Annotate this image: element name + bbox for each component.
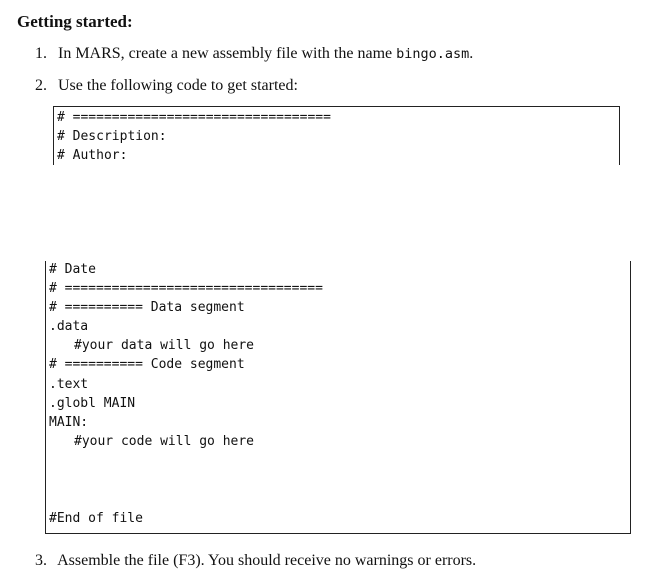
code-box-top bbox=[53, 106, 620, 165]
code-line: # Date bbox=[49, 262, 96, 277]
code-line: .data bbox=[49, 319, 89, 334]
step-text-end: . bbox=[469, 45, 474, 62]
code-line: #your data will go here bbox=[74, 338, 255, 353]
step-number: 2. bbox=[35, 77, 47, 94]
section-heading: Getting started: bbox=[17, 12, 133, 31]
code-line: # ================================= bbox=[57, 110, 331, 125]
step-1 bbox=[35, 45, 473, 63]
code-line: # ========== Data segment bbox=[49, 300, 245, 315]
code-line: # Description: bbox=[57, 129, 167, 144]
code-line: .text bbox=[49, 377, 89, 392]
step-text: Use the following code to get started: bbox=[58, 77, 298, 94]
step-2 bbox=[35, 77, 298, 95]
code-line: #End of file bbox=[49, 511, 143, 526]
code-line: # ================================= bbox=[49, 281, 323, 296]
step-text: Assemble the file (F3). You should receive no warnings or errors. bbox=[57, 552, 477, 569]
code-box-main bbox=[45, 261, 631, 534]
code-line: MAIN: bbox=[49, 415, 89, 430]
step-text: In MARS, create a new assembly file with the name bbox=[58, 45, 397, 62]
code-line: # Author: bbox=[57, 148, 128, 163]
filename-code: bingo.asm bbox=[396, 46, 470, 62]
step-3 bbox=[35, 552, 476, 570]
code-line: .globl MAIN bbox=[49, 396, 136, 411]
code-line: # ========== Code segment bbox=[49, 357, 245, 372]
code-line: #your code will go here bbox=[74, 434, 255, 449]
step-number: 3. bbox=[35, 552, 47, 569]
step-number: 1. bbox=[35, 45, 47, 62]
